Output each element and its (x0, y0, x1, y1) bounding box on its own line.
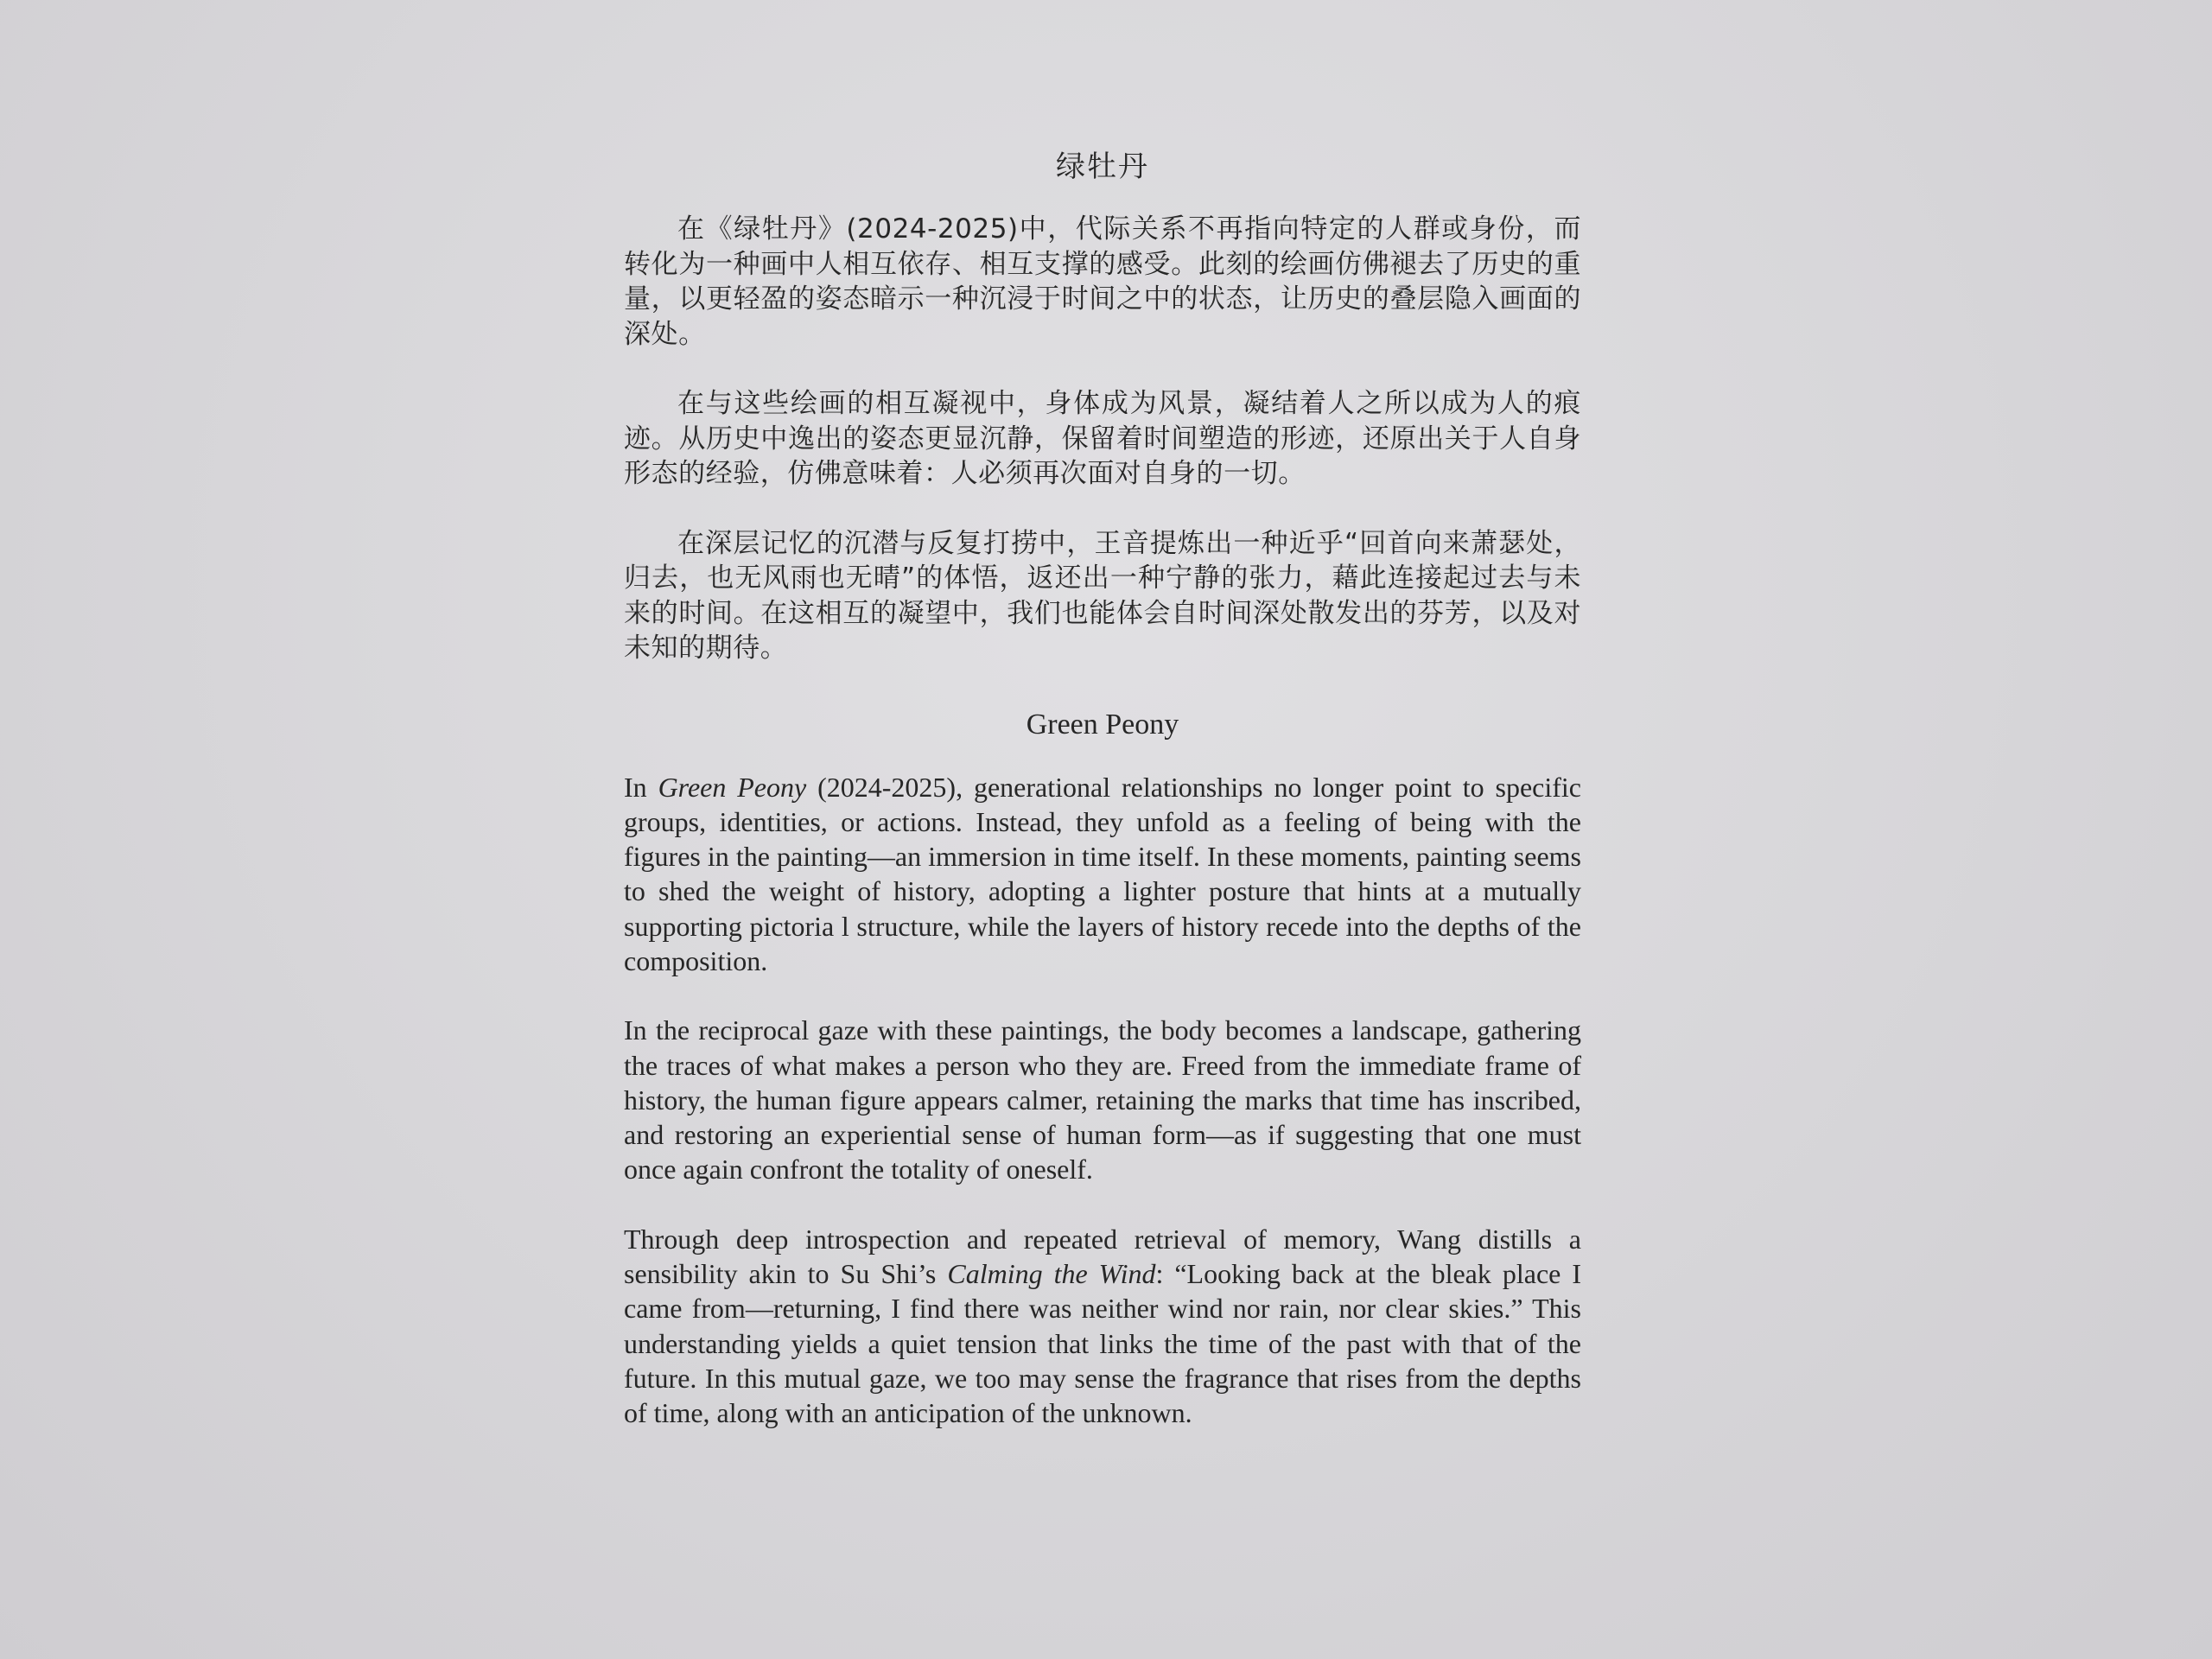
chinese-title: 绿牡丹 (1056, 149, 1149, 184)
chinese-paragraph-3: 在深层记忆的沉潜与反复打捞中，王音提炼出一种近乎“回首向来萧瑟处，归去，也无风雨也无晴”的体悟，返还出一种宁静的张力，藉此连接起过去与未来的时间。在这相互的凝望中，我们也能体会自时间深处散发出的芬芳，以及对未知的期待。 (624, 527, 1581, 664)
english-paragraph-3 (624, 1222, 1581, 1431)
wall-text-panel (624, 143, 1581, 1465)
artwork-title: Green Peony (658, 771, 807, 803)
english-title: Green Peony (1026, 708, 1179, 741)
english-paragraph-3-lead: Through deep introspection and repeated retrieval of memory, Wang distills a sensibility akin to Su Shi’s (624, 1223, 1581, 1290)
english-paragraph-1 (624, 770, 1581, 979)
chinese-paragraph-2: 在与这些绘画的相互凝视中，身体成为风景，凝结着人之所以成为人的痕迹。从历史中逸出的姿态更显沉静，保留着时间塑造的形迹，还原出关于人自身形态的经验，仿佛意味着：人必须再次面对自身的一切。 (624, 388, 1581, 489)
chinese-paragraph-1: 在《绿牡丹》(2024-2025)中，代际关系不再指向特定的人群或身份，而转化为一种画中人相互依存、相互支撑的感受。此刻的绘画仿佛褪去了历史的重量，以更轻盈的姿态暗示一种沉浸于时间之中的状态，让历史的叠层隐入画面的深处。 (624, 213, 1581, 350)
english-paragraph-1-lead: In (624, 771, 658, 803)
english-paragraph-1-body: (2024-2025), generational relationships no longer point to specific groups, identities, or actions. Instead, they unfold as a feeling of being with the figures in the painting—an immersion in time itself. In these moments, painting seems to shed the weight of history, adopting a lighter posture that hints at a mutually supporting pictoria l structure, while the layers of history recede into the depths of the composition. (624, 771, 1582, 976)
english-paragraph-2: In the reciprocal gaze with these paintings, the body becomes a landscape, gathering the traces of what makes a person who they are. Freed from the immediate frame of history, the human figure appears calmer, retaining the marks that time has inscribed, and restoring an experiential sense of human form—as if suggesting that one must once again confront the totality of oneself. (624, 1014, 1581, 1185)
english-paragraph-3-body: : “Looking back at the bleak place I came from—returning, I find there was neither wind nor rain, nor clear skies.” This understanding yields a quiet tension that links the time of the past with that of the future. In this mutual gaze, we too may sense the fragrance that rises from the depths of time, along with an anticipation of the unknown. (624, 1258, 1582, 1429)
poem-title: Calming the Wind (947, 1258, 1156, 1290)
